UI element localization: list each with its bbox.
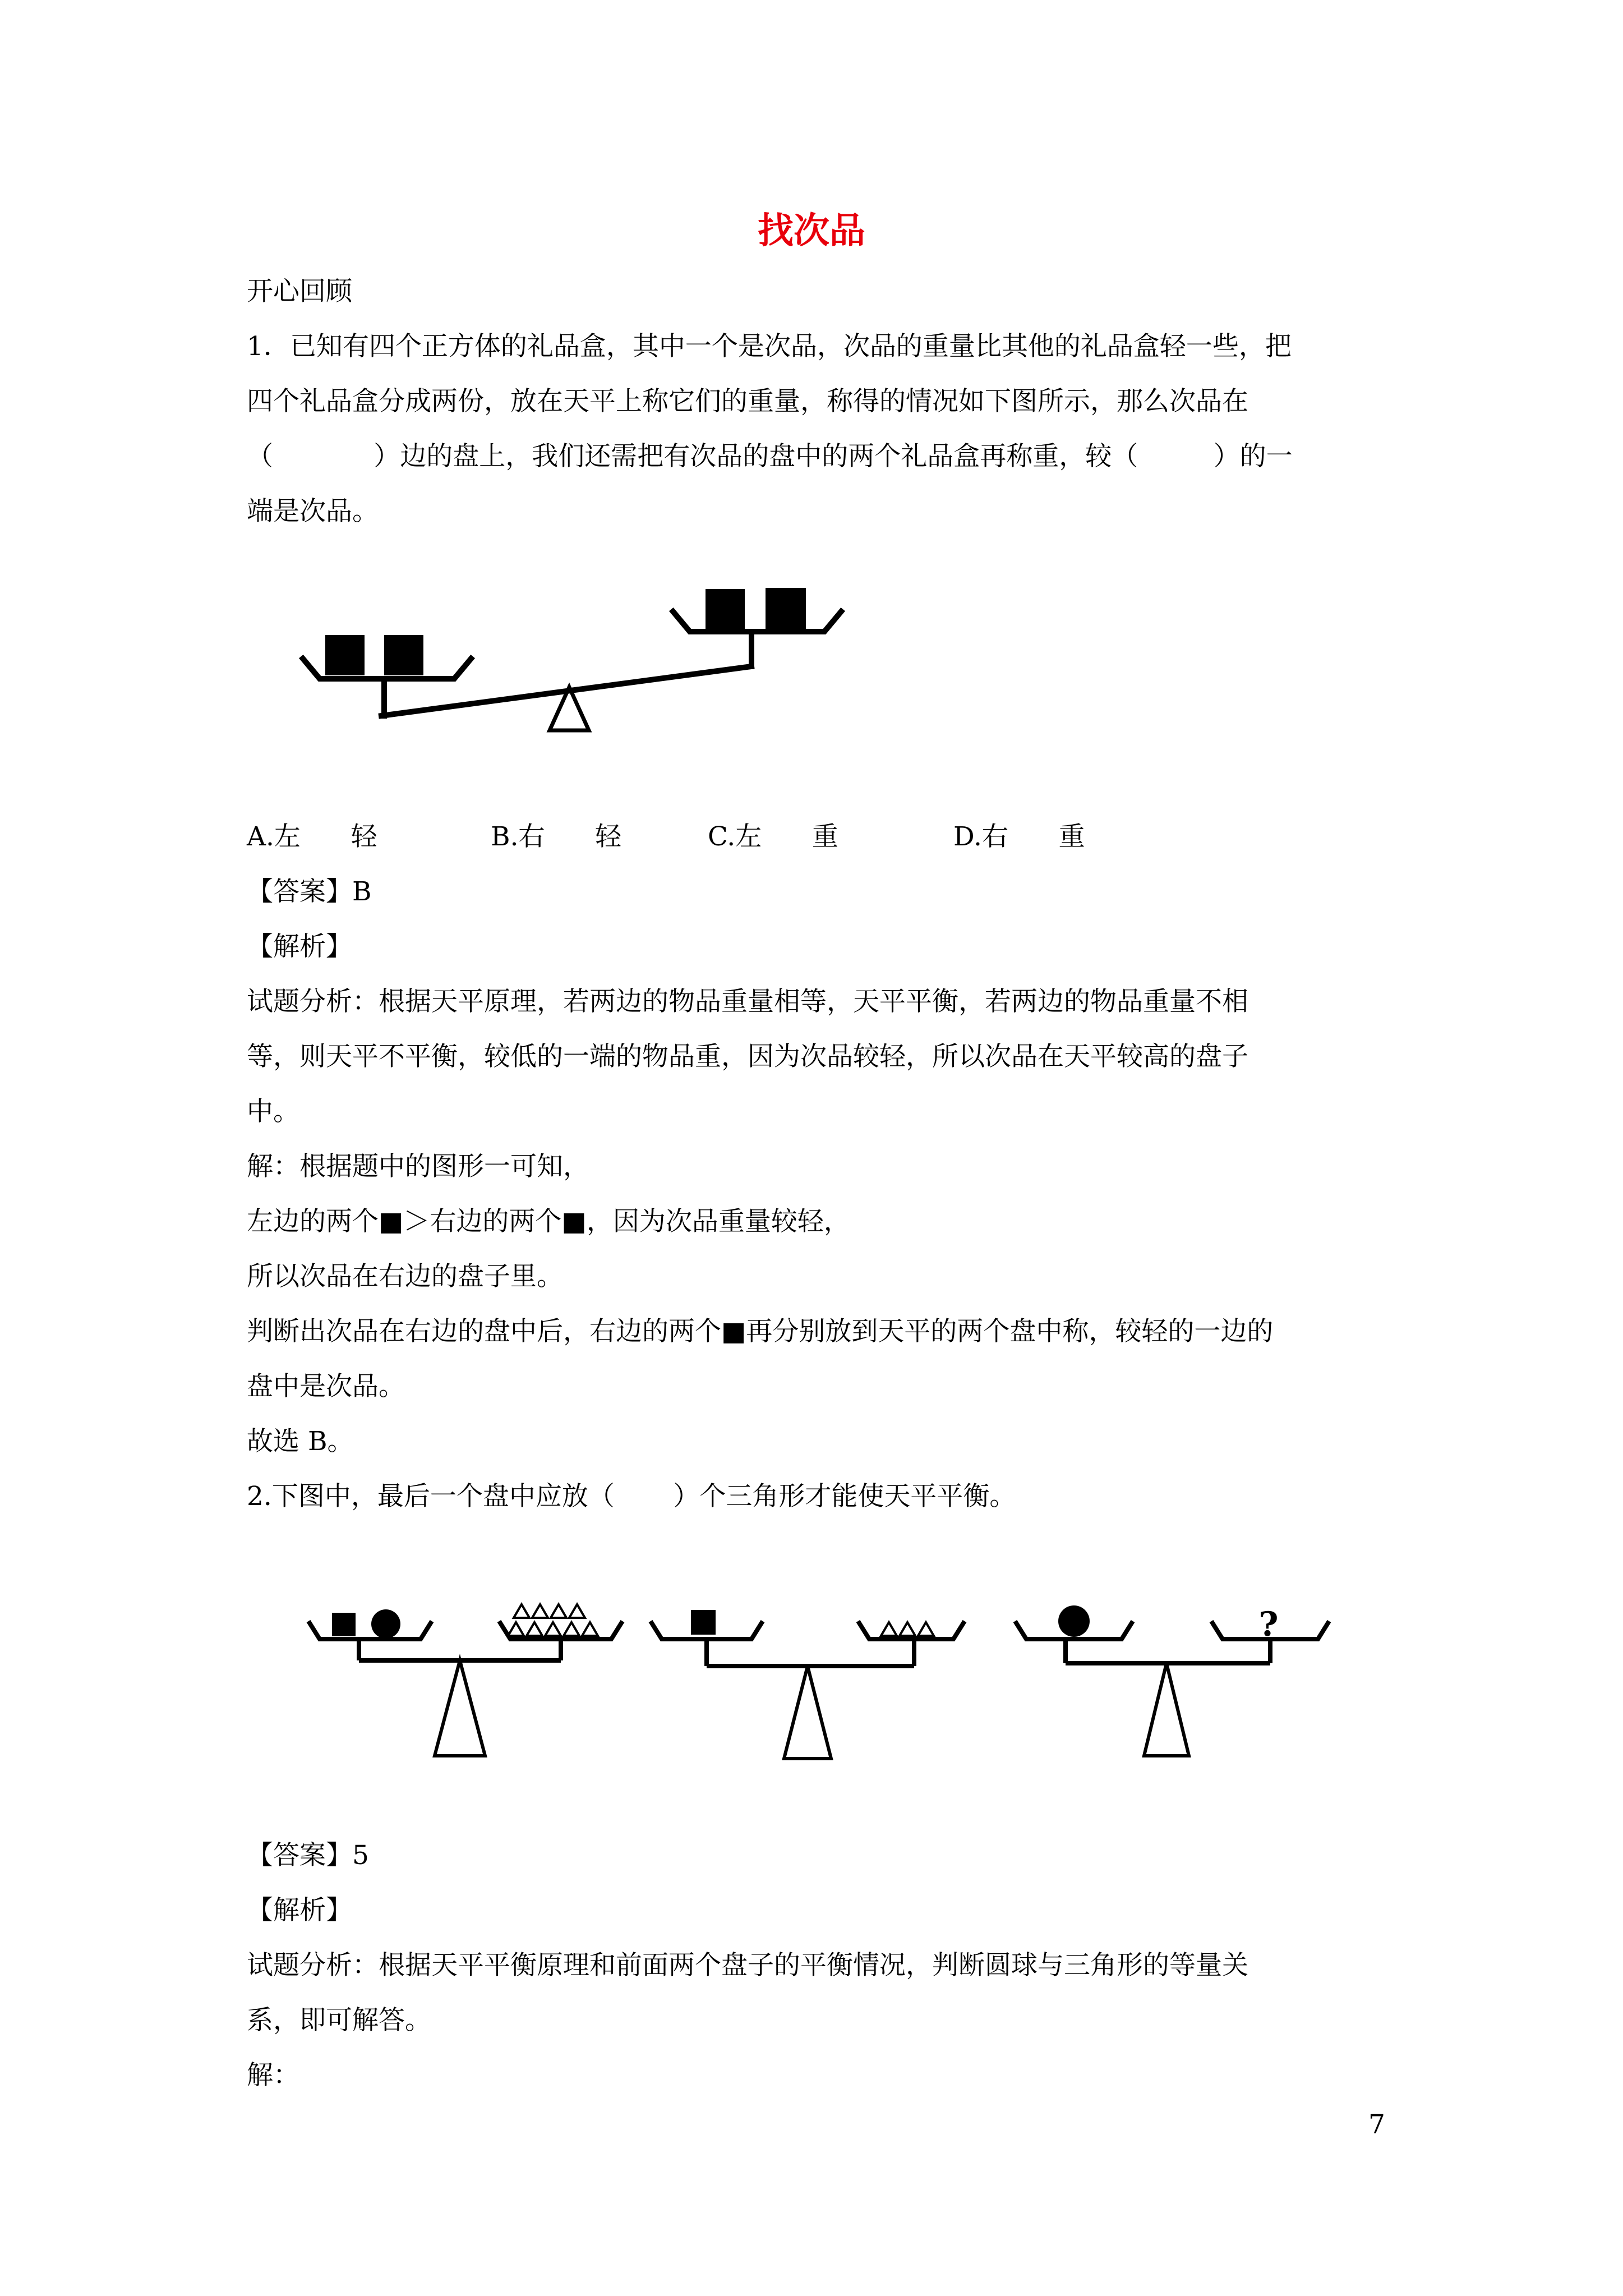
- answer-label: 【答案】B: [247, 876, 372, 907]
- square-icon: [332, 1613, 356, 1636]
- analysis-line: 中。: [247, 1096, 299, 1127]
- analysis-line: 所以次品在右边的盘子里。: [247, 1261, 563, 1292]
- circle-icon: [1058, 1605, 1090, 1637]
- analysis-heading: 【解析】: [247, 1895, 352, 1926]
- q1-line: （ ）边的盘上，我们还需把有次品的盘中的两个礼品盒再称重，较（ ）的一: [247, 441, 1293, 472]
- analysis-line: 等，则天平不平衡，较低的一端的物品重，因为次品较轻，所以次品在天平较高的盘子: [247, 1041, 1248, 1072]
- analysis-line: 系，即可解答。: [247, 2005, 431, 2036]
- analysis-line: 试题分析：根据天平原理，若两边的物品重量相等，天平平衡，若两边的物品重量不相: [247, 986, 1248, 1017]
- question-mark: ?: [1258, 1605, 1279, 1644]
- option-a: A.左 轻: [247, 821, 377, 852]
- triangle-icon: [881, 1622, 934, 1636]
- balance-scale-figure-1: [280, 583, 875, 740]
- page-number: 7: [1368, 2109, 1385, 2140]
- document-title: 找次品: [758, 210, 865, 252]
- analysis-line: 解：根据题中的图形一可知，: [247, 1151, 589, 1182]
- q1-line: 1．已知有四个正方体的礼品盒，其中一个是次品，次品的重量比其他的礼品盒轻一些，把: [247, 331, 1292, 362]
- circle-icon: [371, 1609, 400, 1639]
- q1-line: 四个礼品盒分成两份，放在天平上称它们的重量，称得的情况如下图所示，那么次品在: [247, 386, 1248, 417]
- q1-line: 端是次品。: [247, 496, 379, 527]
- option-c: C.左 重: [708, 821, 838, 852]
- q2-question: 2.下图中，最后一个盘中应放（ ）个三角形才能使天平平衡。: [247, 1481, 1016, 1512]
- analysis-line: 解：: [247, 2060, 299, 2091]
- analysis-line: 试题分析：根据天平平衡原理和前面两个盘子的平衡情况，判断圆球与三角形的等量关: [247, 1950, 1248, 1981]
- analysis-line: 盘中是次品。: [247, 1371, 405, 1402]
- triangle-icon: [508, 1604, 598, 1636]
- analysis-line: 故选 B。: [247, 1426, 354, 1457]
- analysis-line: 左边的两个■＞右边的两个■，因为次品重量较轻，: [247, 1206, 850, 1237]
- section-heading: 开心回顾: [247, 276, 352, 307]
- answer-label: 【答案】5: [247, 1840, 369, 1871]
- option-d: D.右 重: [953, 821, 1085, 852]
- balance-scales-figure-2: [292, 1593, 1346, 1767]
- analysis-line: 判断出次品在右边的盘中后，右边的两个■再分别放到天平的两个盘中称，较轻的一边的: [247, 1316, 1274, 1347]
- option-b: B.右 轻: [491, 821, 622, 852]
- analysis-heading: 【解析】: [247, 931, 352, 962]
- square-icon: [691, 1610, 716, 1635]
